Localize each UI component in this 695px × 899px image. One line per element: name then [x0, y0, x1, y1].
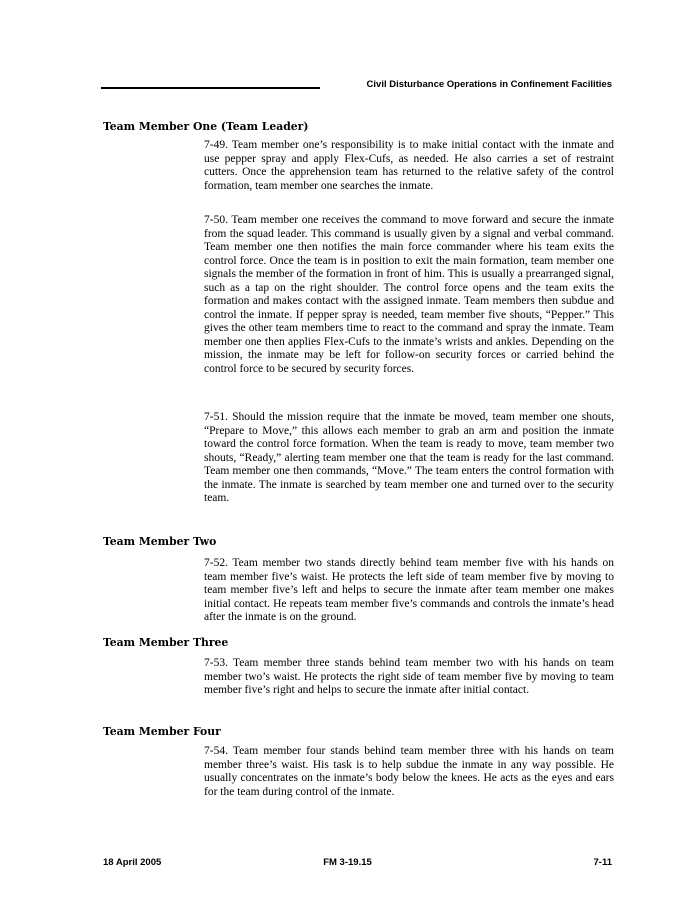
section-heading-team-member-four: Team Member Four — [103, 725, 221, 738]
footer-page-number: 7-11 — [593, 857, 612, 868]
paragraph-7-54: 7-54. Team member four stands behind team member three with his hands on team member three’s waist. His task is to help subdue the inmate in any way possible. He usually concentrates on the inmate’s body below the knees. He acts as the eyes and ears for the team during control of the inmate. — [204, 745, 614, 798]
footer-date: 18 April 2005 — [103, 857, 162, 868]
paragraph-7-51: 7-51. Should the mission require that the inmate be moved, team member one shouts, “Prepare to Move,” this allows each member to grab an arm and position the inmate toward the control force formation. When the team is ready to move, team member two shouts, “Ready,” alerting team member one that the team is ready for the last command. Team member one then commands, “Move.” The team enters the control formation with the inmate. The inmate is searched by team member one and turned over to the security team. — [204, 411, 614, 504]
paragraph-7-49: 7-49. Team member one’s responsibility is to make initial contact with the inmate and use pepper spray and apply Flex-Cufs, as needed. He also carries a set of restraint cutters. Once the apprehension team has returned to the relative safety of the control formation, team member one searches the inmate. — [204, 139, 614, 192]
paragraph-7-52: 7-52. Team member two stands directly behind team member five with his hands on team member five’s waist. He protects the left side of team member five by moving to team member five’s left and helps to secure the inmate after team member one makes initial contact. He repeats team member five’s commands and controls the inmate’s head after the inmate is on the ground. — [204, 557, 614, 623]
section-heading-team-member-one: Team Member One (Team Leader) — [103, 120, 309, 133]
section-heading-team-member-three: Team Member Three — [103, 636, 229, 649]
paragraph-7-50: 7-50. Team member one receives the command to move forward and secure the inmate from the squad leader. This command is usually given by a signal and verbal command. Team member one then notifies the main force commander where his team exits the control force. Once the team is in position to exit the main formation, team member one signals the member of the formation in front of him. This is usually a prearranged signal, such as a tap on the right shoulder. The control force opens and the team exits the formation and makes contact with the assigned inmate. Team members then subdue and control the inmate. If pepper spray is needed, team member five shouts, “Pepper.” This gives the other team members time to react to the command and spray the inmate. Team member one then applies Flex-Cufs to the inmate’s wrists and ankles. Depending on the mission, the inmate may be left for follow-on security forces or carried behind the control force to be secured by security forces. — [204, 214, 614, 375]
footer-manual-number: FM 3-19.15 — [323, 857, 372, 868]
header-rule — [101, 87, 320, 89]
running-header-title: Civil Disturbance Operations in Confinement Facilities — [366, 79, 612, 90]
paragraph-7-53: 7-53. Team member three stands behind team member two with his hands on team member two’s waist. He protects the right side of team member five by moving to team member five’s right and helps to secure the inmate after initial contact. — [204, 657, 614, 696]
section-heading-team-member-two: Team Member Two — [103, 535, 217, 548]
